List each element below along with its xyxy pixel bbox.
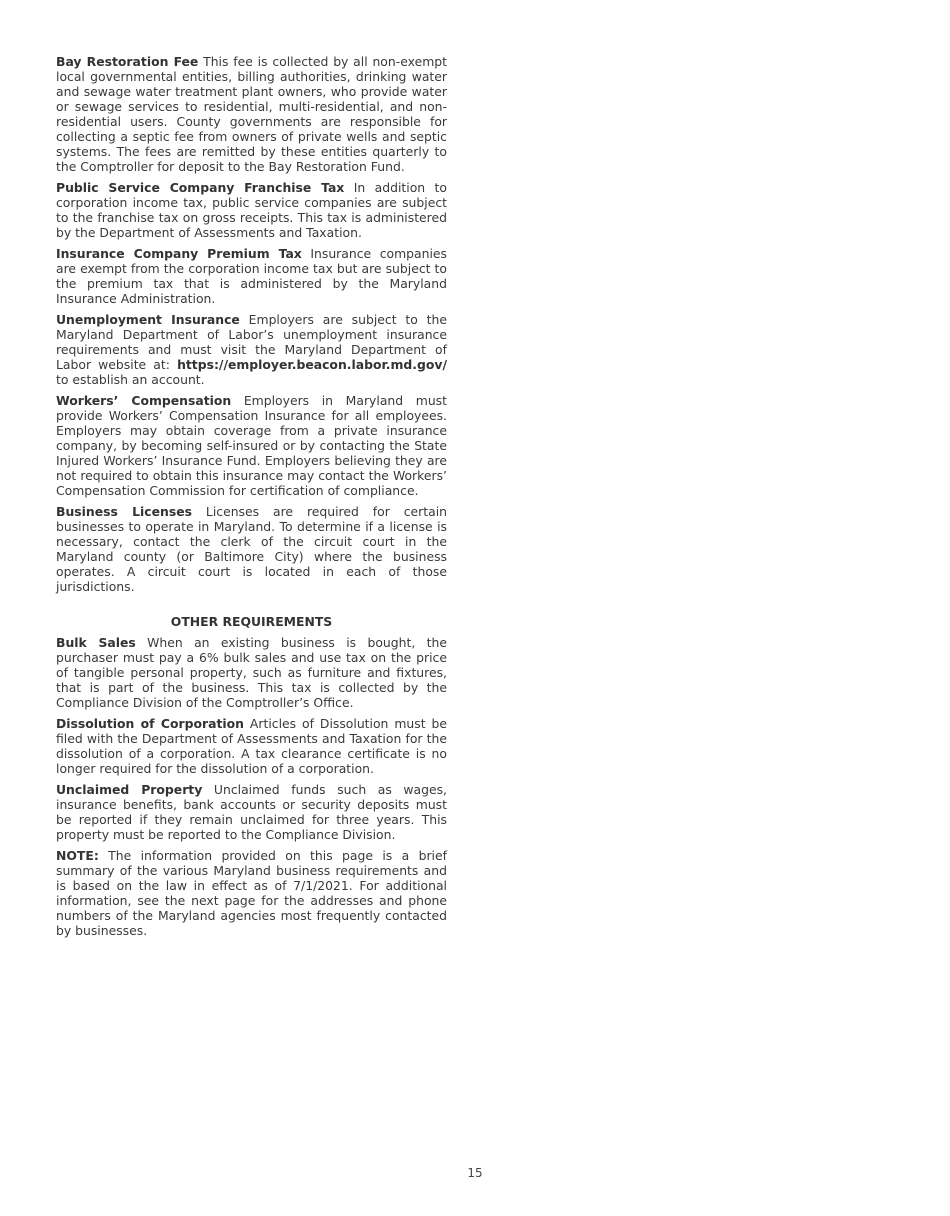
text-public-service-company-franchise-tax: In addition to corporation income tax, public service companies are subject to the franchise tax on gross receipts. This tax is administered by the Department of Assessments and Taxation. — [56, 180, 447, 240]
term-workers-compensation: Workers’ Compensation — [56, 393, 232, 408]
text-unemployment-insurance-after: to establish an account. — [56, 372, 205, 387]
paragraph-bulk-sales — [56, 635, 447, 710]
term-unclaimed-property: Unclaimed Property — [56, 782, 203, 797]
paragraph-public-service-company-franchise-tax — [56, 180, 447, 240]
text-business-licenses: Licenses are required for certain businesses to operate in Maryland. To determine if a license is necessary, contact the clerk of the circuit court in the Maryland county (or Baltimore City) where the business operates. A circuit court is located in each of those jurisdictions. — [56, 504, 447, 594]
document-column — [56, 54, 447, 944]
page-number: 15 — [467, 1166, 483, 1180]
term-unemployment-insurance: Unemployment Insurance — [56, 312, 240, 327]
paragraph-insurance-company-premium-tax — [56, 246, 447, 306]
text-bay-restoration-fee: This fee is collected by all non-exempt local governmental entities, billing authorities, drinking water and sewage water treatment plant owners, who provide water or sewage services to residential, multi-residential, and non-residential users. County governments are responsible for collecting a septic fee from owners of private wells and septic systems. The fees are remitted by these entities quarterly to the Comptroller for deposit to the Bay Restoration Fund. — [56, 54, 447, 174]
term-bulk-sales: Bulk Sales — [56, 635, 136, 650]
term-bay-restoration-fee: Bay Restoration Fee — [56, 54, 199, 69]
text-unemployment-insurance: Employers are subject to the Maryland Department of Labor’s unemployment insurance requirements and must visit the Maryland Department of Labor website at: — [56, 312, 447, 372]
text-note: The information provided on this page is a brief summary of the various Maryland business requirements and is based on the law in effect as of 7/1/2021. For additional information, see the next page for the addresses and phone numbers of the Maryland agencies most frequently contacted by businesses. — [56, 848, 447, 938]
paragraph-bay-restoration-fee — [56, 54, 447, 174]
text-insurance-company-premium-tax: Insurance companies are exempt from the corporation income tax but are subject to the premium tax that is administered by the Maryland Insurance Administration. — [56, 246, 447, 306]
term-public-service-company-franchise-tax: Public Service Company Franchise Tax — [56, 180, 345, 195]
term-business-licenses: Business Licenses — [56, 504, 193, 519]
term-dissolution-of-corporation: Dissolution of Corporation — [56, 716, 244, 731]
text-unclaimed-property: Unclaimed funds such as wages, insurance benefits, bank accounts or security deposits must be reported if they remain unclaimed for three years. This property must be reported to the Compliance Division. — [56, 782, 447, 842]
employer-beacon-link: https://employer.beacon.labor.md.gov/ — [177, 357, 447, 372]
paragraph-business-licenses — [56, 504, 447, 594]
paragraph-unemployment-insurance — [56, 312, 447, 387]
text-dissolution-of-corporation: Articles of Dissolution must be filed with the Department of Assessments and Taxation for the dissolution of a corporation. A tax clearance certificate is no longer required for the dissolution of a corporation. — [56, 716, 447, 776]
paragraph-dissolution-of-corporation — [56, 716, 447, 776]
term-note: NOTE: — [56, 848, 99, 863]
paragraph-unclaimed-property — [56, 782, 447, 842]
paragraph-note — [56, 848, 447, 938]
paragraph-workers-compensation — [56, 393, 447, 498]
other-requirements-heading: OTHER REQUIREMENTS — [170, 614, 333, 629]
text-workers-compensation: Employers in Maryland must provide Workers’ Compensation Insurance for all employees. Employers may obtain coverage from a private insurance company, by becoming self-insured or by contacting the State Injured Workers’ Insurance Fund. Employers believing they are not required to obtain this insurance may contact the Workers’ Compensation Commission for certification of compliance. — [56, 393, 447, 498]
text-bulk-sales: When an existing business is bought, the purchaser must pay a 6% bulk sales and use tax on the price of tangible personal property, such as furniture and fixtures, that is part of the business. This tax is collected by the Compliance Division of the Comptroller’s Office. — [56, 635, 447, 710]
term-insurance-company-premium-tax: Insurance Company Premium Tax — [56, 246, 302, 261]
